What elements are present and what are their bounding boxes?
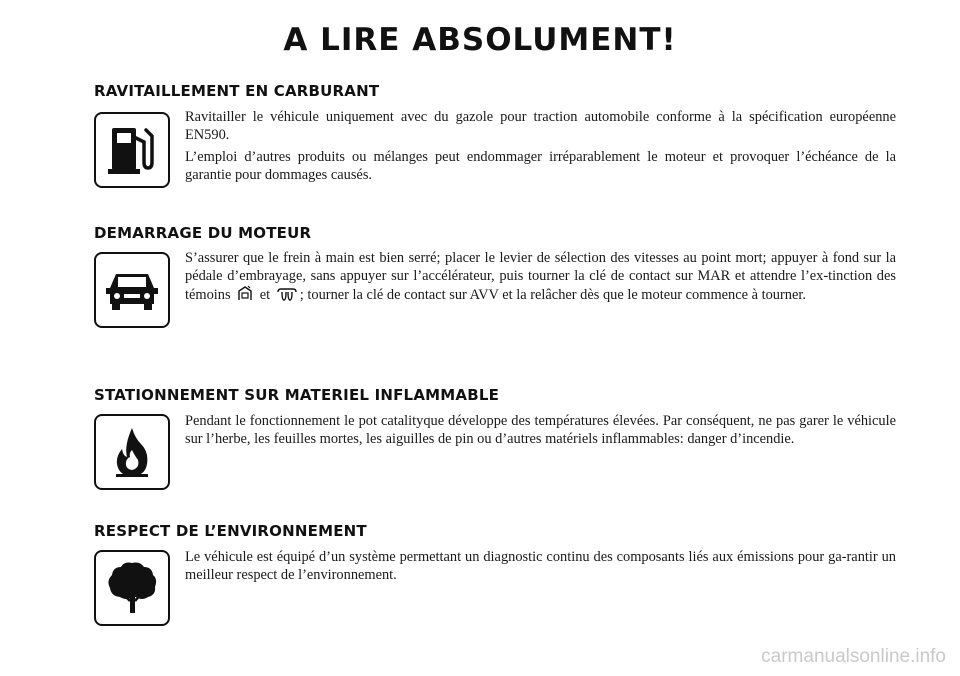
page-title: A LIRE ABSOLUMENT! <box>283 22 677 58</box>
flammable-paragraph: Pendant le fonctionnement le pot catalityque développe des températures élevées. Par conséquent, ne pas garer le véhicule sur l’herbe, les feuilles mortes, les aiguilles de pin ou d’autres matériels inflammables: danger d’incendie. <box>185 413 896 447</box>
section-heading-environment: RESPECT DE L’ENVIRONNEMENT <box>94 522 367 540</box>
section-heading-fuel: RAVITAILLEMENT EN CARBURANT <box>94 82 380 100</box>
engine-start-text-3: ; tourner la clé de contact sur AVV et la relâcher dès que le moteur commence à tourner. <box>299 287 806 303</box>
engine-start-text-2: et <box>259 287 271 303</box>
environment-paragraph: Le véhicule est équipé d’un système permettant un diagnostic continu des composants liés aux émissions pour ga-rantir un meilleur respect de l’environnement. <box>185 549 896 583</box>
fuel-pump-icon <box>94 112 170 188</box>
section-heading-engine-start: DEMARRAGE DU MOTEUR <box>94 224 312 242</box>
glow-plug-warning-icon <box>236 285 254 308</box>
watermark-text: carmanualsonline.info <box>761 646 946 667</box>
engine-start-paragraph <box>185 250 896 308</box>
fuel-paragraph-2: L’emploi d’autres produits ou mélanges peut endommager irréparablement le moteur et provoquer l’échéance de la garantie pour dommages causés. <box>185 149 896 183</box>
fuel-paragraph-1: Ravitailler le véhicule uniquement avec du gazole pour traction automobile conforme à la spécification européenne EN590. <box>185 109 896 143</box>
section-heading-flammable-parking: STATIONNEMENT SUR MATERIEL INFLAMMABLE <box>94 386 500 404</box>
flame-icon <box>94 414 170 490</box>
car-front-icon <box>94 252 170 328</box>
section-environment <box>94 522 896 632</box>
engine-start-text-1: S’assurer que le frein à main est bien serré; placer le levier de sélection des vitesses au point mort; appuyer à fond sur la pédale d’embrayage, sans appuyer sur l’accélérateur, puis tourner la clé de contact sur MAR et attendre l’ex-tinction des témoins <box>185 250 896 303</box>
preheat-coil-icon <box>276 288 298 308</box>
section-fuel <box>94 82 896 192</box>
section-flammable-parking <box>94 386 896 496</box>
tree-icon <box>94 550 170 626</box>
section-engine-start <box>94 224 896 334</box>
